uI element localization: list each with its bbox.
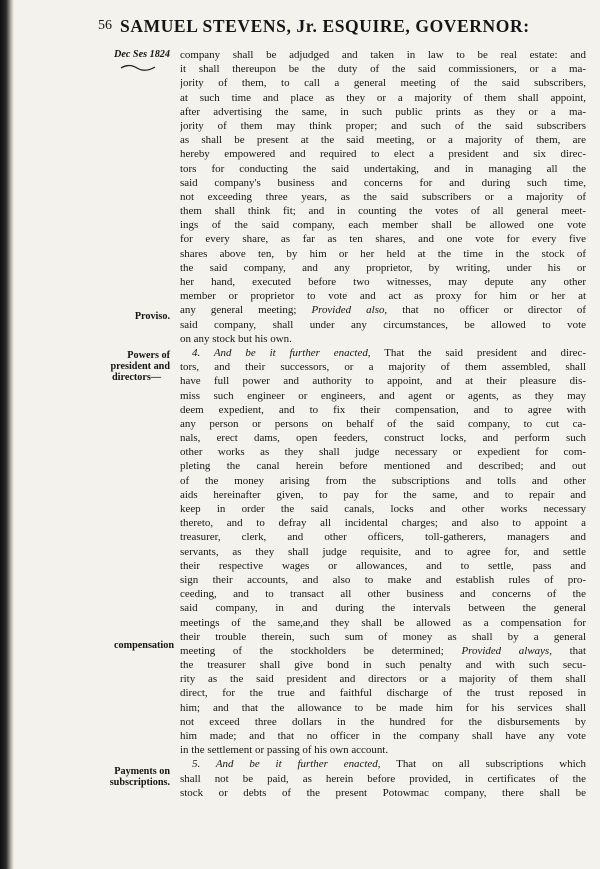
text-line-section-4 [180, 346, 586, 360]
text-line: aids hereinafter given, to pay for the same, and to repair and [180, 488, 586, 501]
text-line: jority of them, to call a general meeting of the said subscribers, [180, 77, 586, 90]
text-line: him made; and that no officer in the company shall have any vote [180, 730, 586, 742]
text-segment: any general meeting; [180, 304, 297, 317]
text-line: thereto, and to defray all incidental charges; and also to appoint a [180, 517, 586, 530]
text-line: stock or debts of the present Potowmac company, there shall be [180, 786, 586, 799]
text-line: miss such engineer or engineers, and agent or agents, as they may [180, 389, 586, 402]
text-segment-italic: Provided also, [311, 304, 388, 317]
text-line: on any stock but his own. [180, 332, 292, 345]
text-line: said company, shall under any circumstances, be allowed to vote [180, 318, 586, 331]
text-line: their respective wages or allowances, and to settle, pass and [180, 559, 586, 572]
text-line: tors for conducting the said undertaking, and in managing all the [180, 162, 586, 175]
text-line: as shall be present at the said meeting, or a majority of them, are [180, 134, 586, 147]
text-line: sign their accounts, and also to make and establish rules of pro- [180, 573, 586, 586]
text-line: pleting the canal herein before mentioned and described; and out [180, 460, 586, 473]
page-binding-shadow [0, 0, 14, 869]
text-line: them shall think fit; and in counting the votes of all general meet- [180, 205, 586, 218]
text-line: ceeding, and to transact all other business and concerns of the [180, 588, 586, 601]
text-line: member or proprietor to vote and act as proxy for him or her at [180, 290, 586, 303]
body-text [180, 48, 586, 800]
text-line: the treasurer shall give bond in such penalty and with such secu- [180, 659, 586, 672]
text-line: any person or persons on behalf of the said company, to cut ca- [180, 417, 586, 430]
text-line: at such time and place as they or a majority of them shall appoint, [180, 91, 586, 104]
text-line: not exceed three dollars in the hundred for the disbursements by [180, 715, 586, 728]
text-line: her hand, executed before two witnesses, may depute any other [180, 276, 586, 288]
text-line: treasurer, clerk, and other officers, toll-gatherers, managers and [180, 531, 586, 544]
text-line-section-5 [180, 757, 586, 771]
text-line: ings of the said company, each member shall be allowed one vote [180, 219, 586, 232]
text-line: for every share, as far as ten shares, and one vote for every five [180, 233, 586, 246]
text-line: keep in order the said canals, locks and other works necessary [180, 503, 586, 515]
text-line: shares above ten, by him or her held at the time in the stock of [180, 247, 586, 260]
margin-note-powers-1: Powers of [127, 350, 170, 361]
text-line: servants, as they shall judge requisite, and to agree for, and settle [180, 545, 586, 558]
margin-note-powers-3: directors— [112, 372, 162, 383]
text-line: after advertising the same, in such public prints as they or a ma- [180, 105, 586, 118]
text-line: deem expedient, and to fix their compensation, and to agree with [180, 403, 586, 416]
text-segment: that no officer or director of [402, 304, 586, 317]
text-line: him; and that the allowance to be made him for his services shall [180, 701, 586, 714]
text-line: said company, in and during the intervals between the general [180, 602, 586, 615]
text-segment: That on all subscriptions which [396, 758, 586, 771]
margin-note-payments-1: Payments on [114, 766, 170, 777]
text-line: of the money arising from the subscriptions and tolls and other [180, 474, 586, 487]
text-line: jority of them may think proper; and such of the said subscribers [180, 119, 586, 132]
text-line-provided-always [180, 644, 586, 658]
margin-note-powers-2: president and [110, 361, 170, 372]
text-segment: That the said president and direc- [384, 346, 586, 359]
text-line: shall not be paid, as herein before provided, in certificates of the [180, 772, 586, 785]
text-line: tors, and their successors, or a majority of them assembled, shall [180, 361, 586, 374]
margin-note-date: Dec Ses 1824 [113, 49, 170, 60]
page-number: 56 [98, 18, 112, 33]
text-line: the said company, and any proprietor, by writing, under his or [180, 261, 586, 274]
text-segment: meeting of the stockholders be determined; [180, 644, 444, 657]
text-line: in the settlement or passing of his own account. [180, 744, 389, 757]
margin-note-payments-2: subscriptions. [109, 777, 170, 788]
text-line: nals, erect dams, open feeders, construct locks, and perform such [180, 432, 586, 445]
text-line: rity as the said president and directors or a majority of them shall [180, 673, 586, 686]
section-5-heading: 5. And be it further enacted, [192, 758, 381, 771]
flourish-ornament [120, 63, 156, 71]
text-line: have full power and authority to appoint, and at their pleasure dis- [180, 375, 586, 388]
text-line-proviso [180, 303, 586, 317]
text-segment-italic: Provided always, [461, 644, 552, 657]
text-line: other works as they shall judge necessary or expedient for com- [180, 446, 586, 459]
running-head: SAMUEL STEVENS, Jr. ESQUIRE, GOVERNOR: [120, 16, 530, 36]
text-line: meetings of the same,and they shall be allowed as a compensation for [180, 616, 586, 629]
text-line: hereby empowered and required to elect a president and six direc- [180, 148, 586, 161]
text-line: direct, for the true and faithful discharge of the trust reposed in [180, 687, 586, 700]
text-line: said company's business and concerns for and during such time, [180, 176, 586, 189]
text-line: not exceeding three years, as the said subscribers or a majority of [180, 190, 586, 203]
text-line: it shall thereupon be the duty of the said commissioners, or a ma- [180, 63, 586, 76]
section-4-heading: 4. And be it further enacted, [192, 346, 371, 359]
text-segment: that [569, 644, 586, 657]
margin-note-compensation: compensation [114, 640, 174, 651]
text-line: company shall be adjudged and taken in law to be real estate: and [180, 49, 586, 61]
text-line: their trouble therein, such sum of money as shall by a general [180, 630, 586, 643]
margin-note-proviso: Proviso. [134, 311, 170, 322]
